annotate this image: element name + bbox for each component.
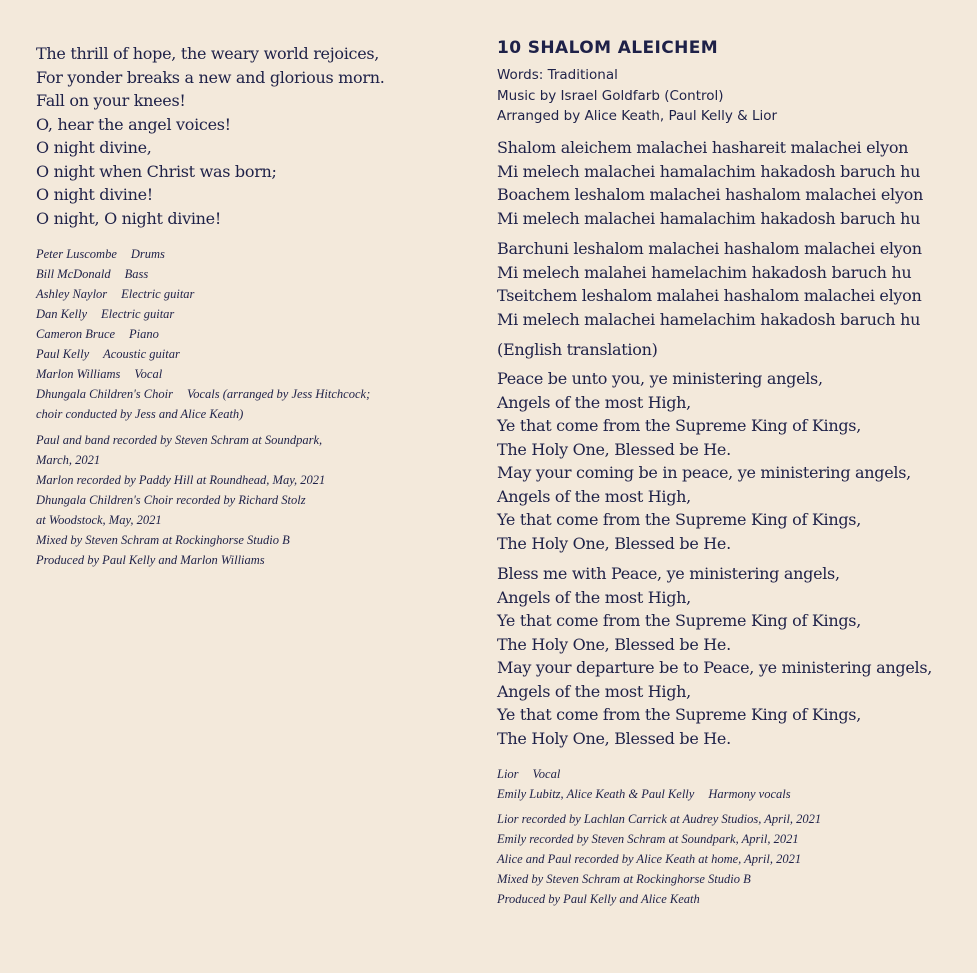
lyric-line: Angels of the most High, (497, 392, 691, 412)
musician-name: Marlon Williams (36, 367, 121, 381)
lyric-line: Ye that come from the Supreme King of Kings, (497, 416, 861, 435)
lyric-line: Barchuni leshalom malachei hashalom malachei elyon (497, 239, 922, 258)
lyric-line: Tseitchem leshalom malahei hashalom malachei elyon (497, 286, 922, 305)
recording-line: Mixed by Steven Schram at Rockinghorse Studio B (497, 872, 751, 886)
lyric-line: The Holy One, Blessed be He. (497, 728, 731, 748)
credit-line (497, 784, 791, 804)
song-title: 10 SHALOM ALEICHEM (497, 38, 719, 58)
recording-line: March, 2021 (36, 453, 101, 467)
recording-line: Produced by Paul Kelly and Marlon Williams (36, 553, 265, 567)
credit-line (36, 244, 370, 264)
lyric-line: Shalom aleichem malachei hashareit malachei elyon (497, 138, 909, 157)
lyric-line: The Holy One, Blessed be He. (497, 439, 731, 459)
musician-name: Peter Luscombe (36, 247, 117, 261)
musician-role: Vocal (134, 367, 163, 381)
recording-line: Marlon recorded by Paddy Hill at Roundhead, May, 2021 (36, 473, 326, 487)
recording-credits (36, 430, 325, 570)
musician-role: Electric guitar (101, 307, 175, 321)
stanza-4 (497, 562, 932, 750)
lyric-line: Mi melech malachei hamalachim hakadosh baruch hu (497, 161, 921, 181)
verse-block (36, 42, 385, 230)
recording-line: Dhungala Children's Choir recorded by Richard Stolz (36, 493, 306, 507)
song-meta (497, 65, 777, 127)
credit-line (36, 304, 370, 324)
credit-line (36, 344, 370, 364)
meta-line: Arranged by Alice Keath, Paul Kelly & Lior (497, 108, 778, 124)
musician-role: Vocal (532, 767, 561, 781)
musician-role: Vocals (arranged by Jess Hitchcock; (186, 387, 371, 401)
meta-line: Words: Traditional (497, 67, 618, 83)
musician-name: Emily Lubitz, Alice Keath & Paul Kelly (497, 787, 695, 801)
musician-name: Cameron Bruce (36, 327, 116, 341)
recording-line: Produced by Paul Kelly and Alice Keath (497, 892, 700, 906)
verse-line: O night, O night divine! (36, 208, 221, 228)
recording-line: at Woodstock, May, 2021 (36, 513, 162, 527)
recording-line: Lior recorded by Lachlan Carrick at Audrey Studios, April, 2021 (497, 812, 822, 826)
recording-line: Alice and Paul recorded by Alice Keath at home, April, 2021 (497, 852, 802, 866)
musician-name: Bill McDonald (36, 267, 111, 281)
musician-role: Electric guitar (121, 287, 195, 301)
lyric-line: Peace be unto you, ye ministering angels, (497, 369, 823, 388)
credit-line (36, 384, 370, 404)
lyric-line: The Holy One, Blessed be He. (497, 634, 731, 654)
credit-line (36, 364, 370, 384)
musician-name: Lior (497, 767, 519, 781)
musician-role: Drums (130, 247, 165, 261)
verse-line: O, hear the angel voices! (36, 114, 231, 134)
verse-line: For yonder breaks a new and glorious morn. (36, 67, 385, 87)
lyric-line: May your departure be to Peace, ye ministering angels, (497, 658, 933, 677)
recording-credits (497, 809, 821, 909)
credit-line (36, 264, 370, 284)
lyric-line: Boachem leshalom malachei hashalom malachei elyon (497, 185, 923, 204)
translation-label: (English translation) (497, 340, 658, 359)
credit-line: choir conducted by Jess and Alice Keath) (36, 407, 244, 421)
lyric-line: May your coming be in peace, ye ministering angels, (497, 463, 911, 482)
musician-role: Acoustic guitar (103, 347, 180, 361)
lyric-line: Angels of the most High, (497, 681, 691, 701)
credit-line (36, 324, 370, 344)
musician-name: Paul Kelly (36, 347, 90, 361)
musician-credits (36, 244, 370, 424)
lyric-line: Angels of the most High, (497, 587, 691, 607)
musician-role: Piano (129, 327, 159, 341)
verse-line: O night divine, (36, 138, 152, 157)
lyric-line: Mi melech malahei hamelachim hakadosh baruch hu (497, 262, 912, 282)
verse-line: The thrill of hope, the weary world rejoices, (36, 44, 380, 63)
stanza-2 (497, 237, 922, 331)
credit-line (497, 764, 791, 784)
stanza-3 (497, 367, 911, 555)
meta-line: Music by Israel Goldfarb (Control) (497, 87, 724, 104)
verse-line: O night when Christ was born; (36, 161, 277, 181)
lyric-line: Mi melech malachei hamelachim hakadosh baruch hu (497, 309, 921, 329)
musician-name: Dhungala Children's Choir (36, 387, 173, 401)
musician-name: Ashley Naylor (36, 287, 108, 301)
musician-credits (497, 764, 791, 804)
lyric-line: Mi melech malachei hamalachim hakadosh baruch hu (497, 208, 921, 228)
lyric-line: Ye that come from the Supreme King of Kings, (497, 611, 861, 630)
lyric-line: Ye that come from the Supreme King of Kings, (497, 705, 861, 724)
musician-role: Harmony vocals (708, 787, 791, 801)
verse-line: O night divine! (36, 185, 153, 204)
lyric-line: Ye that come from the Supreme King of Kings, (497, 510, 861, 529)
recording-line: Paul and band recorded by Steven Schram at Soundpark, (36, 433, 323, 447)
musician-role: Bass (124, 267, 149, 281)
recording-line: Emily recorded by Steven Schram at Soundpark, April, 2021 (497, 832, 799, 846)
musician-name: Dan Kelly (36, 307, 88, 321)
verse-line: Fall on your knees! (36, 91, 186, 110)
recording-line: Mixed by Steven Schram at Rockinghorse Studio B (36, 533, 290, 547)
credit-line (36, 284, 370, 304)
lyric-line: Angels of the most High, (497, 486, 691, 506)
lyric-line: The Holy One, Blessed be He. (497, 533, 731, 553)
lyric-line: Bless me with Peace, ye ministering angels, (497, 564, 840, 583)
stanza-1 (497, 136, 923, 230)
